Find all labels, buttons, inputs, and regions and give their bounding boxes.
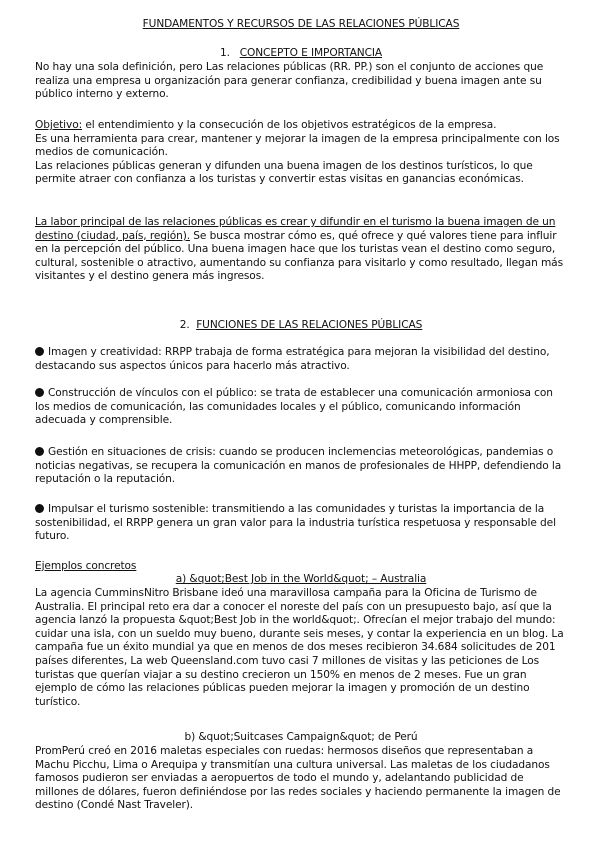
document-title <box>35 18 567 32</box>
example-a-title <box>35 573 567 587</box>
function-item <box>35 503 567 544</box>
bullet-icon <box>35 347 44 356</box>
example-a-title-text: a) &quot;Best Job in the World&quot; – Australia <box>175 573 427 585</box>
objective-paragraph <box>35 119 567 187</box>
function-text: Imagen y creatividad: RRPP trabaja de forma estratégica para mejoran la visibilidad del destino, destacando sus aspectos únicos para hacerlo más atractivo. <box>35 346 550 372</box>
section-2-title: FUNCIONES DE LAS RELACIONES PÚBLICAS <box>196 319 423 331</box>
example-b-title-text: b) &quot;Suitcases Campaign&quot; de Perú <box>184 731 418 743</box>
function-item <box>35 446 567 487</box>
function-item <box>35 346 567 373</box>
section-2-number: 2. <box>179 319 190 331</box>
objective-text: el entendimiento y la consecución de los objetivos estratégicos de la empresa. <box>82 119 497 131</box>
document-title-text: FUNDAMENTOS Y RECURSOS DE LAS RELACIONES PÚBLICAS <box>142 18 460 30</box>
example-b-paragraph: PromPerú creó en 2016 maletas especiales con ruedas: hermosos diseños que representaban a Machu Picchu, Lima o Arequipa y transmitían una cultura universal. Las maletas de los ciudadanos famosos pudieron ser enviadas a aeropuertos de todo el mundo y, adelantando publicidad de millones de dólares, fueron definiéndose por las redes sociales y haciendo permanente la imagen de destino (Condé Nast Traveler). <box>35 745 561 812</box>
bullet-icon <box>35 447 44 456</box>
examples-heading <box>35 560 567 574</box>
objective-label: Objetivo: <box>35 119 83 131</box>
examples-heading-text: Ejemplos concretos <box>35 560 137 572</box>
main-task-paragraph <box>35 216 567 284</box>
main-task-underlined: La labor principal de las relaciones públicas es crear y difundir en el turismo la buena imagen de un destino (ciudad, país, región). <box>35 216 556 242</box>
example-b-title <box>35 731 567 745</box>
concept-paragraph: No hay una sola definición, pero Las relaciones públicas (RR. PP.) son el conjunto de acciones que realiza una empresa u organización para generar confianza, credibilidad y buena imagen ante su público interno y externo. <box>35 61 544 101</box>
section-2-heading <box>35 319 567 333</box>
main-task-text: Se busca mostrar cómo es, qué ofrece y qué valores tiene para influir en la percepción del público. Una buena imagen hace que los turistas vean el destino como seguro, cultural, sostenible o atractivo, aumentando su confianza para visitarlo y como resultado, llegan más visitantes y el destino genera más ingresos. <box>35 229 563 283</box>
function-text: Gestión en situaciones de crisis: cuando se producen inclemencias meteorológicas, pandemias o noticias negativas, se recupera la comunicación en manos de profesionales de HHPP, defendiendo la reputación o la reputación. <box>35 446 562 486</box>
section-1-number: 1. <box>219 47 230 59</box>
bullet-icon <box>35 388 44 397</box>
function-text: Construcción de vínculos con el público: se trata de establecer una comunicación armoniosa con los medios de comunicación, las comunidades locales y el público, comunicando información adecuada y comprensible. <box>35 387 553 427</box>
section-1-title: CONCEPTO E IMPORTANCIA <box>239 47 383 59</box>
objective-line-2: Es una herramienta para crear, mantener y mejorar la imagen de la empresa principalmente con los medios de comunicación. <box>35 132 560 159</box>
function-text: Impulsar el turismo sostenible: transmitiendo a las comunidades y turistas la importancia de la sostenibilidad, el RRPP genera un gran valor para la industria turística respetuosa y responsable del futuro. <box>35 503 556 543</box>
section-1-heading <box>35 47 567 61</box>
function-item <box>35 387 567 428</box>
bullet-icon <box>35 504 44 513</box>
objective-line-3: Las relaciones públicas generan y difunden una buena imagen de los destinos turísticos, lo que permite atraer con confianza a los turistas y convertir estas visitas en ganancias económicas. <box>35 159 533 186</box>
example-a-paragraph: La agencia CumminsNitro Brisbane ideó una maravillosa campaña para la Oficina de Turismo de Australia. El principal reto era dar a conocer el noreste del país con un presupuesto bajo, así que la agencia lanzó la propuesta &quot;Best Job in the world&quot;. Ofrecían el mejor trabajo del mundo: cuidar una isla, con un sueldo muy bueno, durante seis meses, y contar la experiencia en un blog. La campaña fue un éxito mundial ya que en menos de dos meses recibieron 34.684 solicitudes de 201 países diferentes, La web Queensland.com tuvo casi 7 millones de visitas y las peticiones de Los turistas que querían viajar a su destino crecieron un 150% en menos de 2 meses. Fue un gran ejemplo de cómo las relaciones públicas pueden mejorar la imagen y promoción de un destino turístico. <box>35 587 564 708</box>
